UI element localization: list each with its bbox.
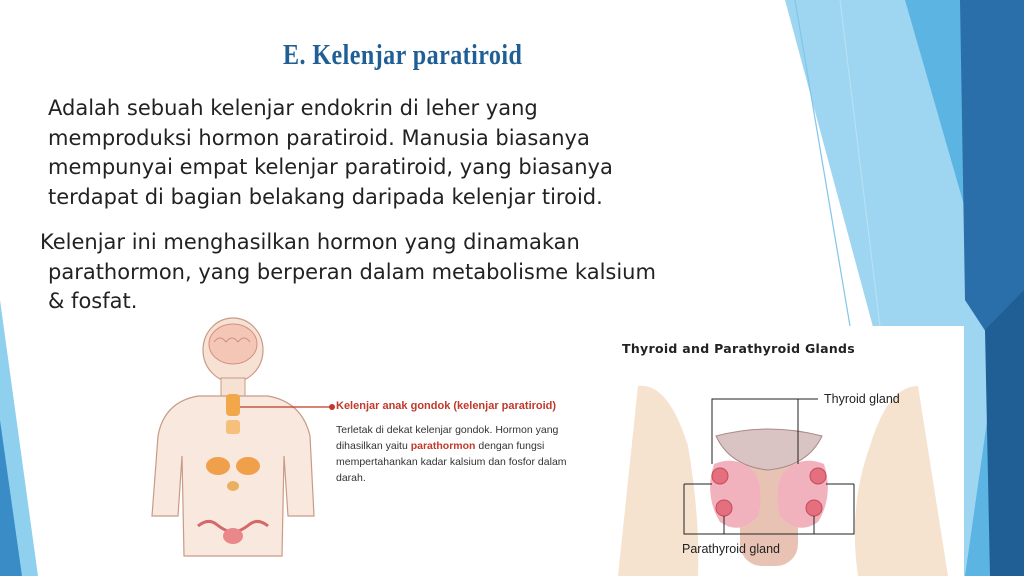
paragraph-line: mempunyai empat kelenjar paratiroid, yang biasanya (48, 155, 613, 179)
figure-title: Thyroid and Parathyroid Glands (622, 341, 856, 356)
paragraph-line: & fosfat. (48, 289, 138, 313)
paragraph-line: memproduksi hormon paratiroid. Manusia biasanya (48, 125, 590, 150)
paragraph-function (40, 228, 858, 317)
human-body-illustration (138, 316, 338, 576)
parathyroid-gland-icon (806, 500, 822, 516)
caption-line: darah. (336, 472, 366, 484)
uterus-icon (223, 528, 243, 544)
neck-gland-illustration (608, 326, 964, 576)
pancreas-icon (227, 481, 239, 491)
chevron-dark-lower (985, 290, 1024, 576)
paragraph-line: parathormon, yang berperan dalam metabolisme kalsium (48, 259, 656, 284)
caption-text: dihasilkan yaitu (336, 440, 411, 452)
brain-icon (209, 324, 257, 364)
gland-icon (226, 394, 240, 416)
label-thyroid-gland: Thyroid gland (824, 392, 900, 406)
thyroid-parathyroid-figure (608, 326, 964, 576)
caption-highlight: parathormon (410, 440, 476, 452)
caption-line: Terletak di dekat kelenjar gondok. Hormon yang (336, 424, 559, 436)
slide-body (40, 94, 858, 317)
neck-outline (221, 378, 245, 396)
slide-title: E. Kelenjar paratiroid (283, 40, 523, 71)
parathyroid-gland-icon (712, 468, 728, 484)
paragraph-line: Kelenjar ini menghasilkan hormon yang dinamakan (40, 230, 580, 254)
body-anatomy-figure (138, 316, 608, 576)
label-parathyroid-gland: Parathyroid gland (682, 542, 780, 556)
parathyroid-gland-icon (810, 468, 826, 484)
caption-text: dengan fungsi (475, 440, 545, 452)
caption-description (336, 422, 608, 486)
kidney-icon-2 (236, 457, 260, 475)
kidney-icon (206, 457, 230, 475)
paragraph-line: Adalah sebuah kelenjar endokrin di leher yang (48, 96, 538, 120)
caption-pointer (240, 397, 340, 417)
caption-title: Kelenjar anak gondok (kelenjar paratiroid) (336, 400, 557, 412)
paragraph-definition (48, 94, 858, 212)
caption-line-highlight-row (336, 438, 608, 454)
paragraph-line: terdapat di bagian belakang daripada kelenjar tiroid. (48, 184, 603, 209)
gland-icon-2 (226, 420, 240, 434)
caption-line: mempertahankan kadar kalsium dan fosfor dalam (336, 456, 567, 468)
parathyroid-gland-icon (716, 500, 732, 516)
